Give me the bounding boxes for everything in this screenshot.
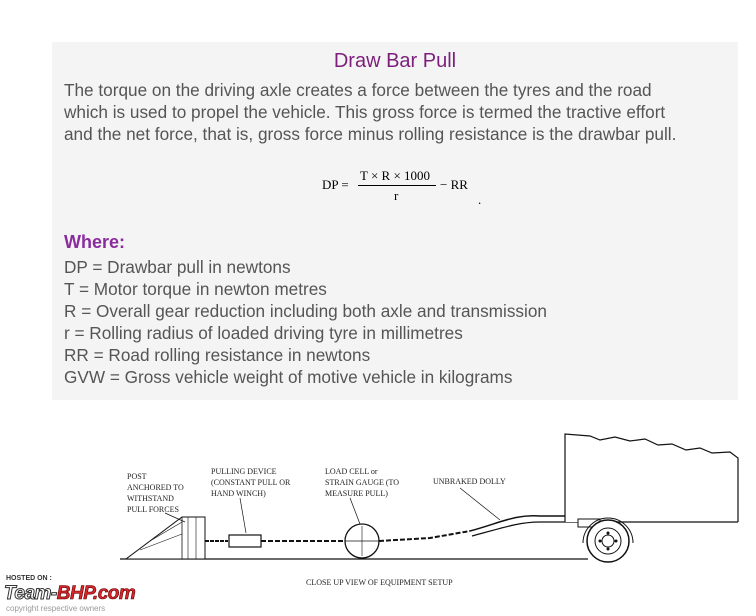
leader-pulling — [240, 498, 246, 533]
label-post-3: WITHSTAND — [127, 494, 174, 503]
where-heading: Where: — [64, 232, 126, 252]
definition-t: T = Motor torque in newton metres — [64, 279, 327, 299]
label-pulling-3: HAND WINCH) — [211, 489, 266, 498]
formula-numerator: T × R × 1000 — [360, 168, 431, 183]
anchor-post — [126, 517, 205, 559]
wheel-bolt — [615, 540, 618, 543]
label-post-4: PULL FORCES — [127, 505, 179, 514]
label-pulling-2: (CONSTANT PULL OR — [211, 478, 291, 487]
leader-loadcell — [350, 498, 360, 524]
logo-team: Team- — [4, 583, 57, 604]
definition-dp: DP = Drawbar pull in newtons — [64, 257, 291, 277]
label-loadcell-2: STRAIN GAUGE (TO — [325, 478, 400, 487]
formula-trailing-dot: . — [478, 192, 482, 207]
chain-segment-3 — [379, 531, 470, 541]
label-pulling-1: PULLING DEVICE — [211, 467, 277, 476]
formula-fraction-bar — [358, 185, 436, 186]
label-post-1: POST — [127, 472, 147, 481]
definition-rr: RR = Road rolling resistance in newtons — [64, 345, 371, 365]
label-dolly: UNBRAKED DOLLY — [433, 477, 506, 486]
wheel-bolt — [599, 540, 602, 543]
formula-denominator: r — [394, 188, 399, 203]
label-loadcell-3: MEASURE PULL) — [325, 489, 388, 498]
label-loadcell-1: LOAD CELL or — [325, 467, 378, 476]
wheel-bolt — [607, 532, 610, 535]
logo-bhp: BHP.com — [56, 583, 136, 604]
paragraph-line-1: The torque on the driving axle creates a force between the tyres and the road — [64, 80, 652, 100]
formula-lhs: DP = — [322, 177, 349, 192]
pulling-device — [229, 535, 261, 547]
definition-r-gear: R = Overall gear reduction including both axle and transmission — [64, 301, 547, 321]
label-post-2: ANCHORED TO — [127, 483, 184, 492]
diagram-caption: CLOSE UP VIEW OF EQUIPMENT SETUP — [306, 578, 453, 587]
slide-title: Draw Bar Pull — [333, 50, 457, 72]
team-bhp-logo — [4, 583, 135, 605]
wheel-bolt — [607, 548, 610, 551]
formula-rhs: − RR — [440, 177, 468, 192]
leader-dolly — [460, 488, 500, 520]
watermark-hosted-on: HOSTED ON : — [6, 575, 52, 582]
wheel-hub — [602, 535, 614, 547]
definition-gvw: GVW = Gross vehicle weight of motive vehicle in kilograms — [64, 367, 513, 387]
watermark-copyright: copyright respective owners — [6, 604, 106, 613]
paragraph-line-2: which is used to propel the vehicle. This gross force is termed the tractive effort — [64, 102, 666, 122]
vehicle-body — [565, 434, 738, 522]
paragraph-line-3: and the net force, that is, gross force minus rolling resistance is the drawbar pull. — [64, 124, 677, 144]
definition-r-radius: r = Rolling radius of loaded driving tyre in millimetres — [64, 323, 463, 343]
equipment-setup-diagram — [0, 410, 756, 610]
